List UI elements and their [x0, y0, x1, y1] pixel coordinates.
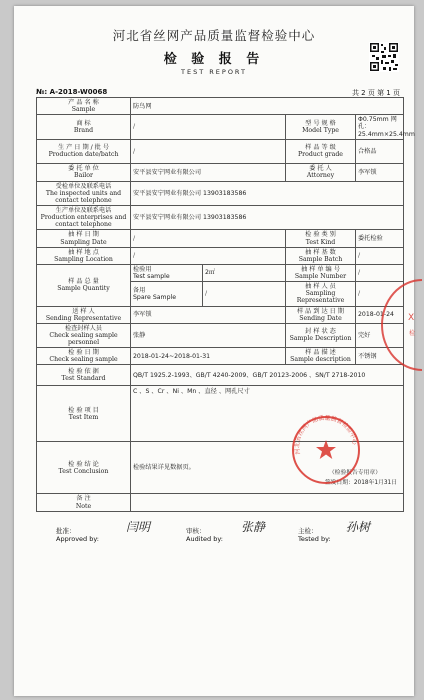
field-label: 型 号 规 格 Model Type: [286, 115, 356, 139]
table-row: [37, 323, 404, 347]
tested-signature: 孙树: [346, 520, 371, 534]
report-title: 检 验 报 告: [163, 52, 265, 67]
field-label: 生 产 日 期 / 批 号 Production date/batch: [37, 139, 131, 163]
table-row: [37, 181, 404, 205]
table-row: [37, 494, 404, 511]
report-title-en: TEST REPORT: [181, 68, 247, 76]
field-label: 样 品 到 达 日 期 Sending Date: [286, 306, 356, 323]
table-row: [37, 348, 404, 365]
conclusion-value: 检验结果详见数据页。: [133, 464, 195, 472]
field-label: 备用 Spare Sample: [131, 282, 203, 306]
table-row: [37, 306, 404, 323]
spare-sample-value: /: [203, 282, 286, 306]
agency-name: 河北省丝网产品质量监督检验中心: [112, 28, 316, 43]
attorney-value: 李军锁: [356, 163, 404, 181]
audited-label: 审核： Audited by:: [186, 527, 223, 543]
table-row: [37, 115, 404, 139]
bailor-value: 安平县安宁网业有限公司: [131, 163, 286, 181]
field-label: 检查封样人员 Check sealing sample personnel: [37, 323, 131, 347]
svg-text:河北省丝网产品质量监督检验中心: 河北省丝网产品质量监督检验中心: [293, 414, 359, 455]
field-label: 检 验 类 别 Test Kind: [286, 230, 356, 247]
model-value: Φ0.75mm 网孔： 25.4mm×25.4mm: [356, 115, 404, 139]
sample-number-value: /: [356, 264, 404, 281]
sealing-person-value: 张静: [131, 323, 286, 347]
sampling-date-value: /: [131, 230, 286, 247]
field-label: 样 品 总 量 Sample Quantity: [37, 264, 131, 306]
table-row: [37, 264, 404, 281]
field-label: 样 品 描 述 Sample description: [286, 348, 356, 365]
test-kind-value: 委托检验: [356, 230, 404, 247]
svg-text:X: X: [408, 313, 415, 323]
field-label: 检 验 项 目 Test Item: [37, 386, 131, 442]
audited-signature: 张静: [241, 520, 266, 534]
field-label: 抽 样 人 员 Sampling Representative: [286, 282, 356, 306]
test-sample-value: 2㎡: [203, 264, 286, 281]
check-date-value: 2018-01-24~2018-01-31: [131, 348, 286, 365]
seal-state-value: 完好: [356, 323, 404, 347]
table-row: [37, 247, 404, 264]
tested-label: 主检： Tested by:: [298, 527, 331, 543]
field-label: 抽 样 单 编 号 Sample Number: [286, 264, 356, 281]
field-label: 委 托 单 位 Bailor: [37, 163, 131, 181]
field-label: 检验用 Test sample: [131, 264, 203, 281]
stamp-note: （检验报告专用章）: [328, 470, 382, 477]
brand-value: /: [131, 115, 286, 139]
test-standard-value: QB/T 1925.2-1993、GB/T 4240-2009、GB/T 20123-2006 、SN/T 2718-2010: [131, 365, 404, 386]
grade-value: 合格品: [356, 139, 404, 163]
test-item-value: C 、S 、Cr 、Ni 、Mn 、直径 、网孔尺寸: [131, 386, 404, 442]
field-label: 受检单位及联系电话 The inspected units and contact telephone: [37, 181, 131, 205]
report-number: №: A-2018-W0068: [36, 88, 108, 96]
sending-date-value: 2018-01-24: [356, 306, 404, 323]
field-label: 生产单位及联系电话 Production enterprises and contact telephone: [37, 206, 131, 230]
field-label: 产 品 名 称 Sample: [37, 98, 131, 115]
field-label: 检 验 日 期 Check sealing sample: [37, 348, 131, 365]
issue-date: 签发日期：2018年1月31日: [324, 480, 398, 487]
sample-name-value: 防鸟网: [131, 98, 404, 115]
field-label: 抽 样 基 数 Sample Batch: [286, 247, 356, 264]
report-page: [14, 6, 414, 696]
sampling-rep-value: /: [356, 282, 404, 306]
seam-stamp: [398, 280, 422, 370]
field-label: 抽 样 日 期 Sampling Date: [37, 230, 131, 247]
table-row: [37, 163, 404, 181]
field-label: 委 托 人 Attorney: [286, 163, 356, 181]
table-row: [37, 230, 404, 247]
signature-row: [36, 520, 403, 550]
sampling-location-value: /: [131, 247, 286, 264]
field-label: 抽 样 地 点 Sampling Location: [37, 247, 131, 264]
conclusion-cell: [131, 442, 404, 494]
official-seal: [290, 414, 362, 486]
sending-rep-value: 李军锁: [131, 306, 286, 323]
page-number: 共 2 页 第 1 页: [351, 89, 400, 97]
sample-desc-value: 不锈钢: [356, 348, 404, 365]
approved-signature: 闫明: [126, 520, 151, 534]
inspected-unit-value: 安平县安宁网业有限公司 13903183586: [131, 181, 404, 205]
field-label: 备 注 Note: [37, 494, 131, 511]
field-label: 封 样 状 态 Sample Description: [286, 323, 356, 347]
approved-label: 批准： Approved by:: [56, 527, 99, 543]
field-label: 商 标 Brand: [37, 115, 131, 139]
field-label: 样 品 等 级 Product grade: [286, 139, 356, 163]
sample-batch-value: /: [356, 247, 404, 264]
production-date-value: /: [131, 139, 286, 163]
svg-text:检: 检: [409, 330, 416, 337]
producer-value: 安平县安宁网业有限公司 13903183586: [131, 206, 404, 230]
note-value: [131, 494, 404, 511]
table-row: [37, 139, 404, 163]
table-row: [37, 365, 404, 386]
field-label: 送 样 人 Sending Representative: [37, 306, 131, 323]
table-row: [37, 98, 404, 115]
qr-code-icon: [369, 42, 399, 72]
field-label: 检 验 结 论 Test Conclusion: [37, 442, 131, 494]
table-row: [37, 206, 404, 230]
field-label: 检 验 依 据 Test Standard: [37, 365, 131, 386]
